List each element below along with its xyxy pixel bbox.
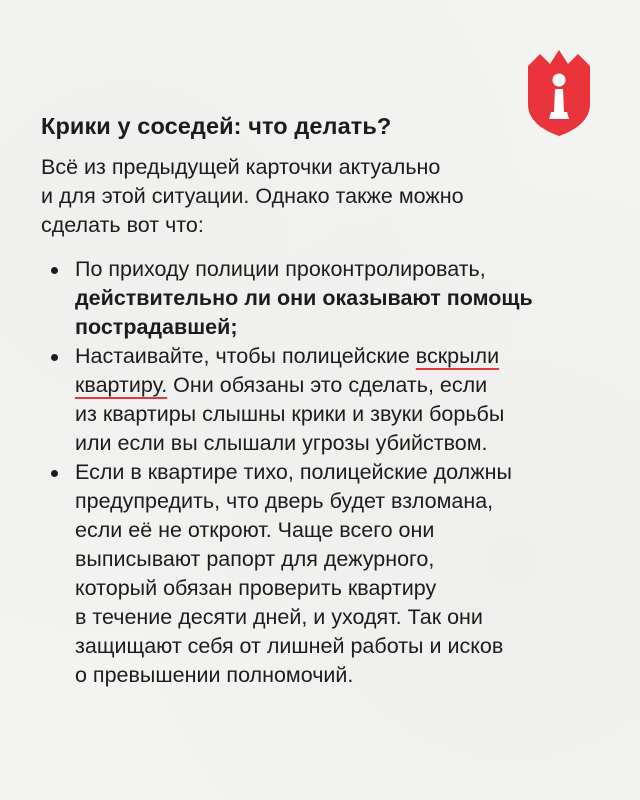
- card-title: Крики у соседей: что делать?: [41, 113, 392, 139]
- list-item: [41, 458, 611, 690]
- item-line: или если вы слышали угрозы убийством.: [75, 431, 488, 455]
- item-text: Настаивайте, чтобы полицейские: [75, 344, 416, 368]
- bullet-dot: [51, 470, 58, 477]
- item-line: [75, 342, 611, 371]
- item-text: Они обязаны это сделать, если: [167, 373, 488, 397]
- item-line: выписывают рапорт для дежурного,: [75, 547, 435, 571]
- advice-list: [41, 255, 611, 690]
- item-line-bold: действительно ли они оказывают помощь: [75, 286, 533, 310]
- item-line: Если в квартире тихо, полицейские должны: [75, 460, 512, 484]
- item-line: если её не откроют. Чаще всего они: [75, 518, 435, 542]
- bullet-dot: [51, 267, 58, 274]
- list-item: [41, 255, 611, 342]
- item-line: По приходу полиции проконтролировать,: [75, 257, 486, 281]
- intro-line: Всё из предыдущей карточки актуально: [41, 155, 441, 179]
- bullet-dot: [51, 354, 58, 361]
- item-line: который обязан проверить квартиру: [75, 576, 437, 600]
- underlined-text: квартиру.: [75, 373, 168, 397]
- item-line: в течение десяти дней, и уходят. Так они: [75, 605, 483, 629]
- item-line: о превышении полномочий.: [75, 663, 354, 687]
- item-line: [75, 371, 611, 400]
- item-line: из квартиры слышны крики и звуки борьбы: [75, 402, 505, 426]
- intro-paragraph: [41, 153, 561, 240]
- shield-keyhole-icon: [526, 48, 592, 138]
- intro-line: и для этой ситуации. Однако также можно: [41, 184, 464, 208]
- list-item: [41, 342, 611, 458]
- item-line: предупредить, что дверь будет взломана,: [75, 489, 494, 513]
- item-line-bold: пострадавшей;: [75, 315, 238, 339]
- item-line: защищают себя от лишней работы и исков: [75, 634, 504, 658]
- underlined-text: вскрыли: [415, 344, 500, 368]
- intro-line: сделать вот что:: [41, 213, 204, 237]
